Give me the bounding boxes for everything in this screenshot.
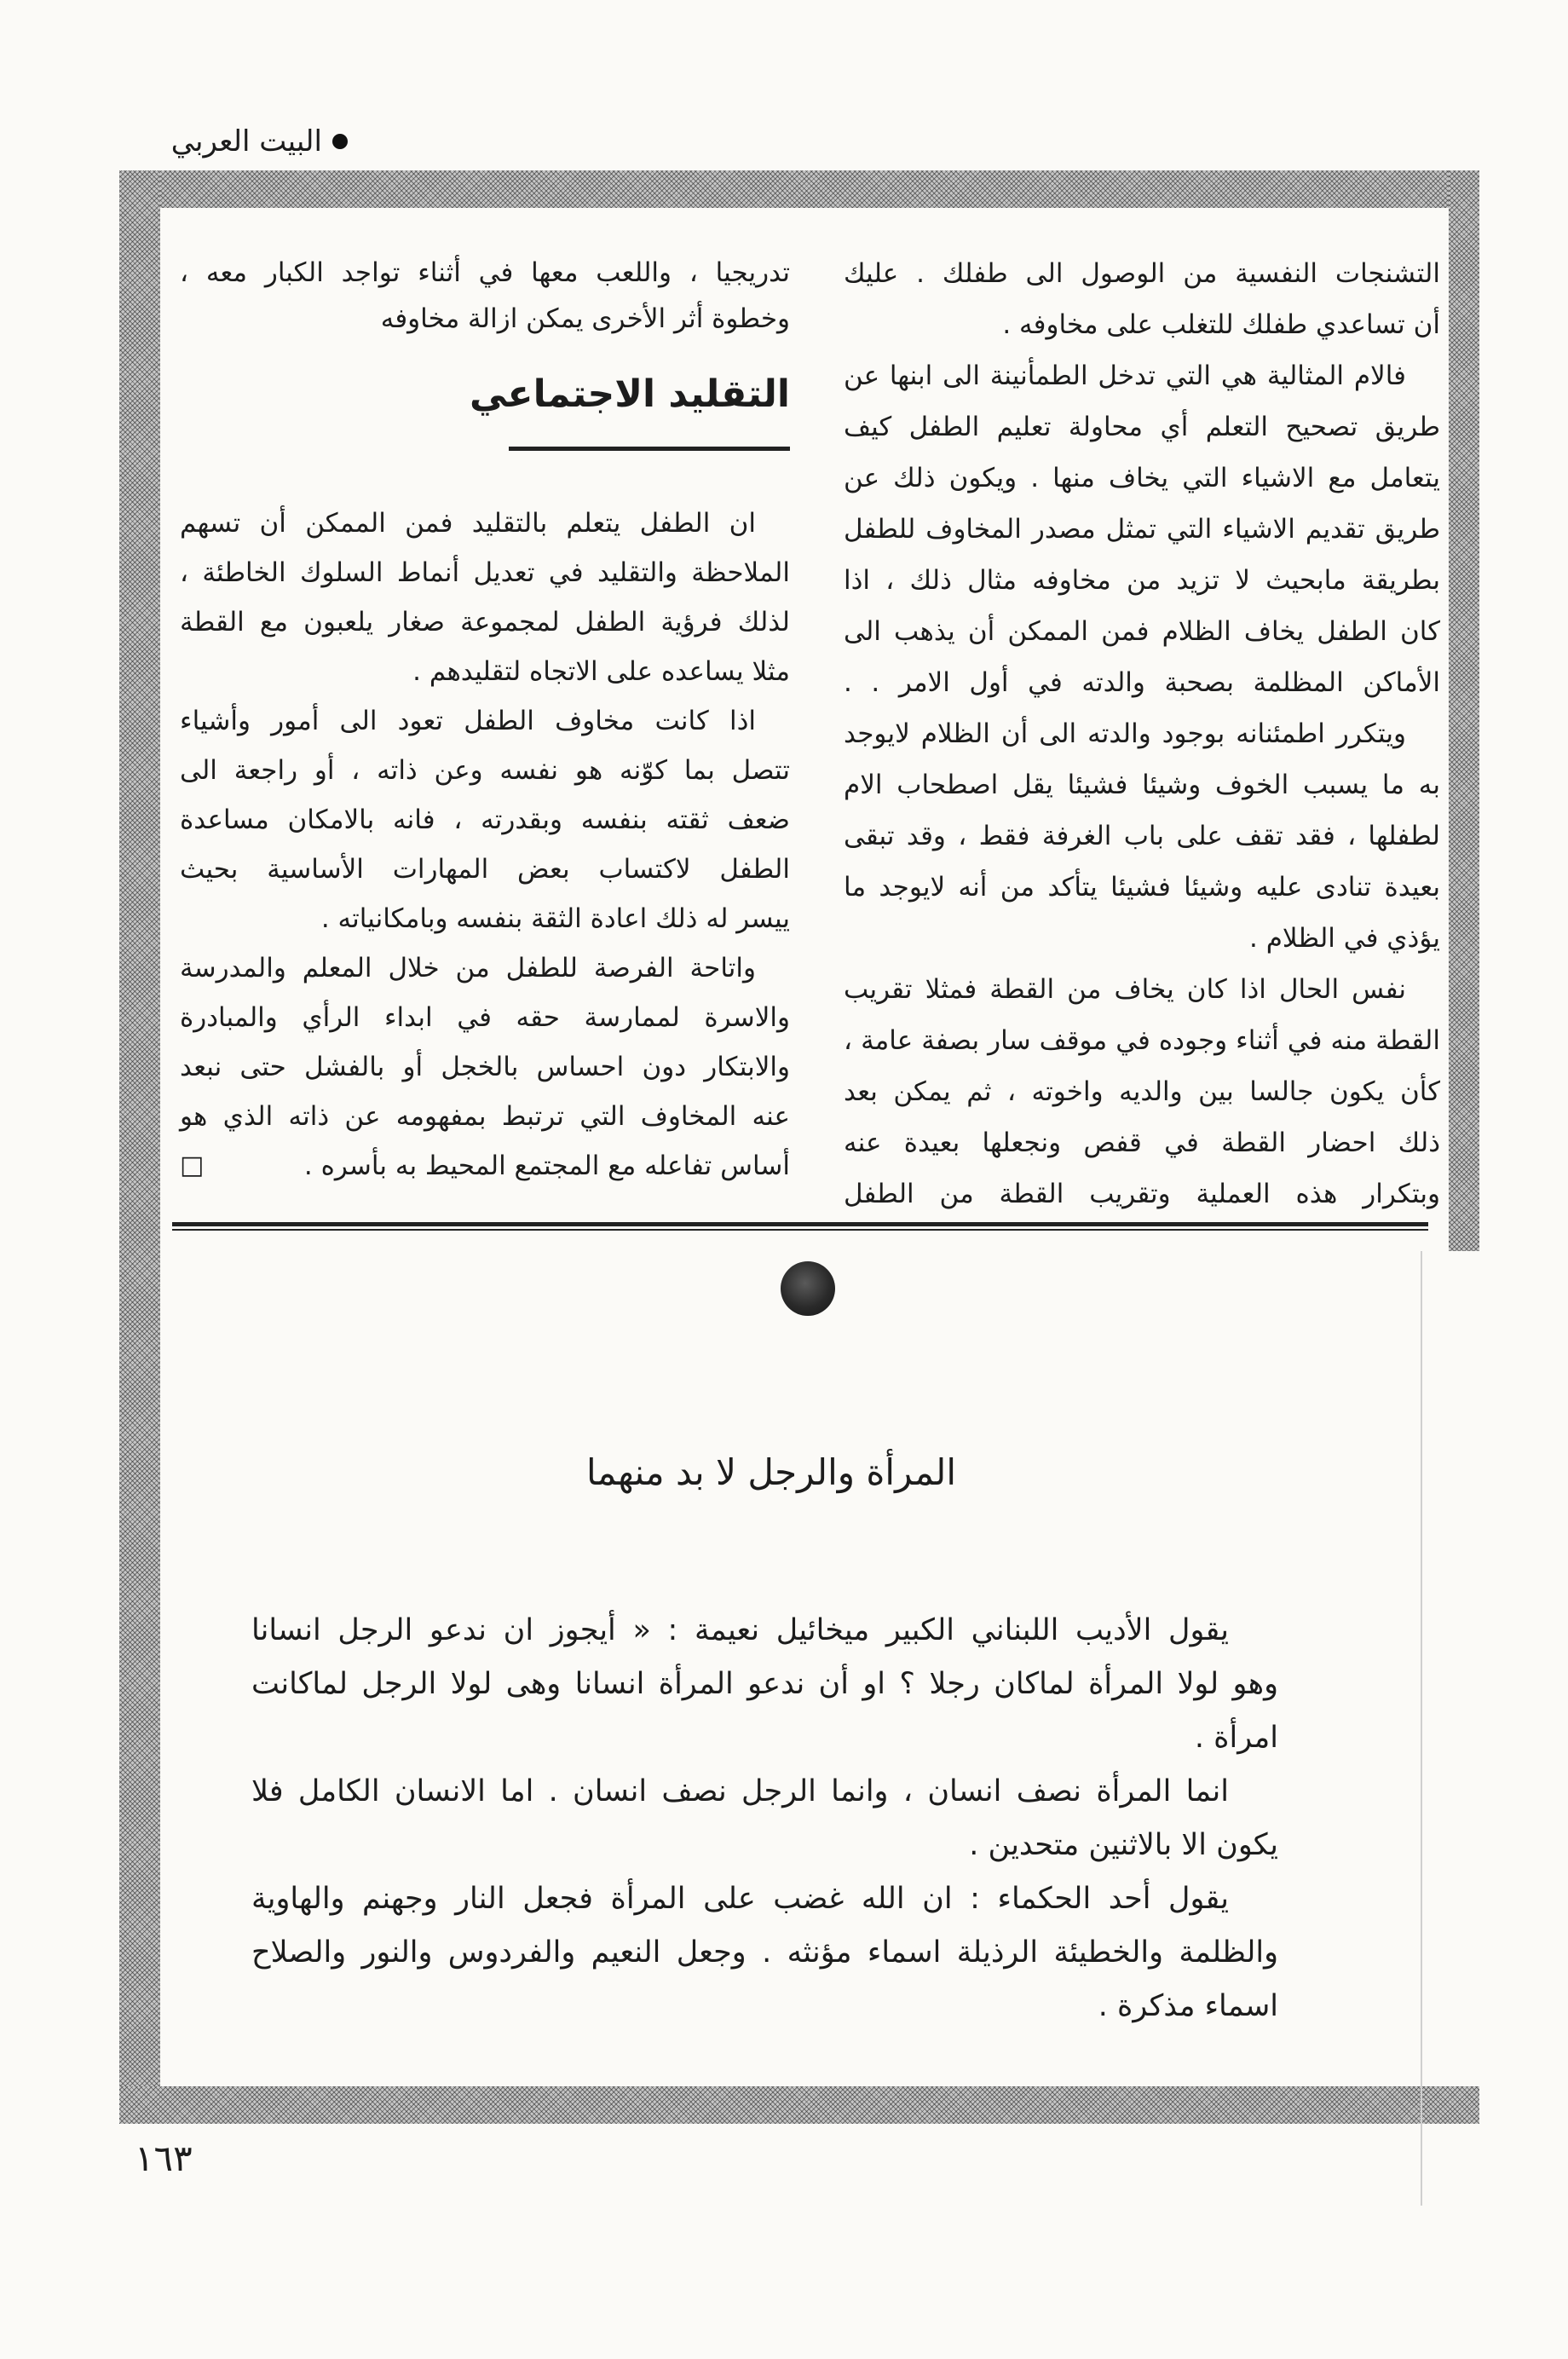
text-line: بطريقة مابحيث لا تزيد من مخاوفه مثال ذلك ، اذا — [844, 565, 1440, 596]
text-line: يقول أحد الحكماء : ان الله غضب على المرأة فجعل النار وجهنم والهاوية — [251, 1882, 1229, 1916]
text-line: الأماكن المظلمة بصحبة والدته في أول الامر . . — [844, 667, 1440, 698]
text-line: انما المرأة نصف انسان ، وانما الرجل نصف انسان . اما الانسان الكامل فلا — [251, 1774, 1229, 1808]
text-line: امرأة . — [1194, 1721, 1278, 1755]
text-line-content: أساس تفاعله مع المجتمع المحيط به بأسره . — [303, 1151, 790, 1181]
end-of-article-mark: □ — [180, 1151, 205, 1180]
article-2-title: المرأة والرجل لا بد منهما — [586, 1451, 956, 1493]
text-line: والابتكار دون احساس بالخجل أو بالفشل حتى نبعد — [180, 1052, 790, 1082]
text-line: القطة منه في أثناء وجوده في موقف سار بصفة عامة ، — [844, 1025, 1440, 1056]
ornament-disc-icon — [781, 1261, 835, 1316]
text-line: طريق تصحيح التعلم أي محاولة تعليم الطفل كيف — [844, 412, 1440, 442]
frame-right-band — [1449, 170, 1479, 1251]
text-line: واتاحة الفرصة للطفل من خلال المعلم والمدرسة — [180, 953, 756, 983]
text-line: والظلمة والخطيئة الرذيلة اسماء مؤنثه . وجعل النعيم والفردوس والنور والصلاح — [251, 1935, 1278, 1970]
text-line: لطفلها ، فقد تقف على باب الغرفة فقط ، وقد تبقى — [844, 821, 1440, 851]
text-line: أن تساعدي طفلك للتغلب على مخاوفه . — [1002, 309, 1440, 340]
text-line: به ما يسبب الخوف وشيئا فشيئا يقل اصطحاب الام — [844, 770, 1440, 800]
running-header-title: البيت العربي — [170, 124, 322, 159]
text-line: مثلا يساعده على الاتجاه لتقليدهم . — [412, 656, 790, 687]
text-line: يكون الا بالاثنين متحدين . — [969, 1828, 1278, 1862]
frame-left-band — [119, 170, 160, 2124]
text-line: الطفل لاكتساب بعض المهارات الأساسية بحيث — [180, 854, 790, 885]
page-number: ١٦٣ — [135, 2137, 193, 2179]
text-line: طريق تقديم الاشياء التي تمثل مصدر المخاوف للطفل — [844, 514, 1440, 545]
text-line: كأن يكون جالسا بين والديه واخوته ، ثم يمكن بعد — [844, 1076, 1440, 1107]
text-line: ان الطفل يتعلم بالتقليد فمن الممكن أن تسهم — [180, 508, 756, 539]
frame-bottom-band — [119, 2086, 1479, 2124]
frame-top-band — [119, 170, 1479, 208]
text-line: ييسر له ذلك اعادة الثقة بنفسه وبامكانياته . — [320, 903, 790, 934]
section-heading: التقليد الاجتماعي — [470, 372, 790, 416]
article-left-column-intro — [180, 250, 790, 342]
text-line: يقول الأديب اللبناني الكبير ميخائيل نعيمة : « أيجوز ان ندعو الرجل انسانا — [251, 1613, 1229, 1647]
text-line: بعيدة تنادى عليه وشيئا فشيئا يتأكد من أنه لايوجد ما — [844, 872, 1440, 903]
text-line: وهو لولا المرأة لماكان رجلا ؟ او أن ندعو المرأة انسانا وهى لولا الرجل لماكانت — [251, 1667, 1278, 1701]
bullet-icon — [332, 134, 348, 149]
text-line: عنه المخاوف التي ترتبط بمفهومه عن ذاته الذي هو — [180, 1101, 790, 1132]
text-line: اذا كانت مخاوف الطفل تعود الى أمور وأشياء — [180, 706, 756, 736]
text-line: ضعف ثقته بنفسه وبقدرته ، فانه بالامكان مساعدة — [180, 805, 790, 835]
text-line: التشنجات النفسية من الوصول الى طفلك . عليك — [844, 258, 1440, 289]
text-line: لذلك فرؤية الطفل لمجموعة صغار يلعبون مع القطة — [180, 607, 790, 637]
article-right-column — [844, 248, 1440, 1220]
right-margin-line — [1421, 1251, 1422, 2206]
text-line: يتعامل مع الاشياء التي يخاف منها . ويكون ذلك عن — [844, 463, 1440, 493]
text-line: الملاحظة والتقليد في تعديل أنماط السلوك الخاطئة ، — [180, 557, 790, 588]
running-header — [143, 119, 348, 164]
text-line: ويتكرر اطمئنانه بوجود والدته الى أن الظلام لايوجد — [844, 718, 1406, 749]
text-line: كان الطفل يخاف الظلام فمن الممكن أن يذهب الى — [844, 616, 1440, 647]
article-2-body — [251, 1604, 1278, 2033]
text-line: تتصل بما كوّنه هو نفسه وعن ذاته ، أو راجعة الى — [180, 755, 790, 786]
text-line: وخطوة أثر الأخرى يمكن ازالة مخاوفه — [380, 303, 790, 334]
article-left-column — [180, 499, 790, 1191]
text-line: وبتكرار هذه العملية وتقريب القطة من الطفل — [844, 1179, 1440, 1209]
text-line: فالام المثالية هي التي تدخل الطمأنينة الى ابنها عن — [844, 360, 1406, 391]
text-line: تدريجيا ، واللعب معها في أثناء تواجد الكبار معه ، — [180, 257, 790, 288]
text-line: اسماء مذكرة . — [1098, 1989, 1278, 2023]
section-divider-rule — [172, 1222, 1428, 1231]
heading-underline — [509, 447, 790, 451]
text-line: والاسرة لممارسة حقه في ابداء الرأي والمبادرة — [180, 1002, 790, 1033]
text-line: ذلك احضار القطة في قفص ونجعلها بعيدة عنه — [844, 1128, 1440, 1158]
text-line-last — [180, 1141, 790, 1191]
text-line: يؤذي في الظلام . — [1249, 923, 1440, 954]
text-line: نفس الحال اذا كان يخاف من القطة فمثلا تقريب — [844, 974, 1406, 1005]
